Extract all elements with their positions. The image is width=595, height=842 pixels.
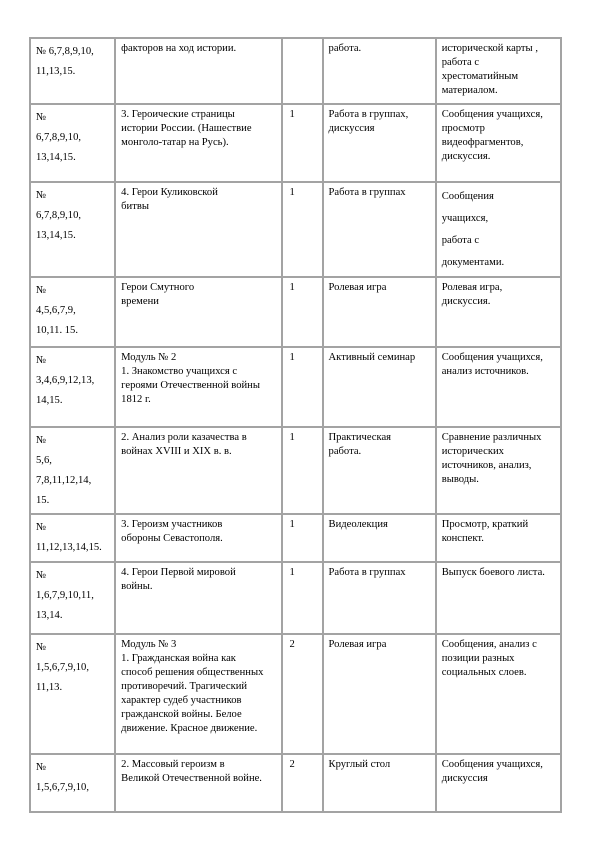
hours-value: 1 xyxy=(289,187,295,198)
standards-line: № xyxy=(36,112,47,123)
topic-line: противоречий. Трагический xyxy=(121,681,248,692)
lesson-form-line: Ролевая игра xyxy=(328,282,387,293)
lesson-form-line: работа. xyxy=(328,446,362,457)
lesson-form-line: Круглый стол xyxy=(328,759,391,770)
topic-line: гражданской войны. Белое xyxy=(121,709,242,720)
activity-cell xyxy=(436,562,561,634)
topic-cell xyxy=(115,38,282,104)
table-row xyxy=(30,427,561,514)
standards-line: 1,6,7,9,10,11, xyxy=(36,590,94,601)
standards-line: № xyxy=(36,570,47,581)
topic-line: времени xyxy=(121,296,159,307)
lesson-form-line: Активный семинар xyxy=(328,352,416,363)
lesson-form-line: дискуссия xyxy=(328,123,375,134)
activity-line: видеофрагментов, xyxy=(441,137,524,148)
table-row xyxy=(30,514,561,562)
topic-line: битвы xyxy=(121,201,149,212)
activity-cell xyxy=(436,634,561,754)
topic-line: войнах XVIII и XIX в. в. xyxy=(121,446,232,457)
hours-cell xyxy=(282,514,322,562)
standards-cell xyxy=(30,38,115,104)
standards-line: 11,12,13,14,15. xyxy=(36,542,102,553)
activity-cell xyxy=(436,427,561,514)
activity-cell xyxy=(436,38,561,104)
activity-cell xyxy=(436,514,561,562)
topic-line: войны. xyxy=(121,581,153,592)
lesson-form-line: работа. xyxy=(328,43,362,54)
activity-line: Сообщения xyxy=(441,191,494,202)
topic-line: монголо-татар на Русь). xyxy=(121,137,229,148)
topic-line: 2. Анализ роли казачества в xyxy=(121,432,247,443)
table-row xyxy=(30,104,561,182)
table-row xyxy=(30,562,561,634)
activity-line: Сообщения учащихся, xyxy=(441,109,543,120)
lesson-form-cell xyxy=(323,562,436,634)
hours-cell xyxy=(282,277,322,347)
topic-line: обороны Севастополя. xyxy=(121,533,223,544)
standards-line: № xyxy=(36,190,47,201)
hours-value: 1 xyxy=(289,282,295,293)
standards-line: 15. xyxy=(36,495,50,506)
standards-line: 13,14,15. xyxy=(36,230,76,241)
topic-line: 2. Массовый героизм в xyxy=(121,759,225,770)
hours-cell xyxy=(282,104,322,182)
hours-value: 1 xyxy=(289,352,295,363)
activity-line: Выпуск боевого листа. xyxy=(441,567,545,578)
hours-cell xyxy=(282,427,322,514)
standards-cell xyxy=(30,182,115,277)
topic-line: 4. Герои Куликовской xyxy=(121,187,218,198)
activity-line: источников, анализ, xyxy=(441,460,532,471)
standards-cell xyxy=(30,754,115,812)
lesson-form-cell xyxy=(323,427,436,514)
document-page xyxy=(29,37,562,813)
hours-cell xyxy=(282,634,322,754)
hours-value: 1 xyxy=(289,567,295,578)
standards-cell xyxy=(30,347,115,427)
activity-line: работа с xyxy=(441,57,480,68)
activity-line: позиции разных xyxy=(441,653,515,664)
table-row xyxy=(30,182,561,277)
hours-value: 1 xyxy=(289,432,295,443)
activity-line: исторической карты , xyxy=(441,43,538,54)
table-row xyxy=(30,754,561,812)
topic-line: способ решения общественных xyxy=(121,667,264,678)
standards-cell xyxy=(30,104,115,182)
table-row xyxy=(30,38,561,104)
lesson-form-cell xyxy=(323,347,436,427)
standards-line: 11,13. xyxy=(36,682,63,693)
lesson-form-line: Работа в группах xyxy=(328,567,406,578)
activity-line: дискуссия. xyxy=(441,151,491,162)
lesson-form-line: Работа в группах xyxy=(328,187,406,198)
activity-line: Сравнение различных xyxy=(441,432,542,443)
standards-line: 3,4,6,9,12,13, xyxy=(36,375,95,386)
topic-line: истории России. (Нашествие xyxy=(121,123,252,134)
activity-line: Просмотр, краткий xyxy=(441,519,529,530)
standards-line: 7,8,11,12,14, xyxy=(36,475,92,486)
activity-line: просмотр xyxy=(441,123,485,134)
standards-line: 1,5,6,7,9,10, xyxy=(36,782,89,793)
standards-line: № xyxy=(36,355,47,366)
hours-value: 1 xyxy=(289,519,295,530)
lesson-form-cell xyxy=(323,104,436,182)
standards-line: 1,5,6,7,9,10, xyxy=(36,662,89,673)
activity-line: анализ источников. xyxy=(441,366,529,377)
lesson-form-cell xyxy=(323,38,436,104)
activity-line: Сообщения, анализ с xyxy=(441,639,537,650)
topic-cell xyxy=(115,347,282,427)
topic-line: 4. Герои Первой мировой xyxy=(121,567,236,578)
lesson-form-line: Работа в группах, xyxy=(328,109,409,120)
lesson-plan-table xyxy=(29,37,562,813)
topic-cell xyxy=(115,514,282,562)
table-row xyxy=(30,277,561,347)
standards-line: 11,13,15. xyxy=(36,66,76,77)
hours-cell xyxy=(282,182,322,277)
topic-line: 1. Гражданская война как xyxy=(121,653,236,664)
hours-cell xyxy=(282,38,322,104)
topic-cell xyxy=(115,634,282,754)
standards-line: 6,7,8,9,10, xyxy=(36,210,82,221)
standards-line: 5,6, xyxy=(36,455,52,466)
table-row xyxy=(30,347,561,427)
activity-cell xyxy=(436,104,561,182)
standards-line: 13,14. xyxy=(36,610,63,621)
standards-cell xyxy=(30,634,115,754)
hours-cell xyxy=(282,347,322,427)
lesson-form-cell xyxy=(323,634,436,754)
hours-cell xyxy=(282,562,322,634)
lesson-form-line: Видеолекция xyxy=(328,519,388,530)
standards-line: № 6,7,8,9,10, xyxy=(36,46,94,57)
activity-cell xyxy=(436,182,561,277)
hours-value: 2 xyxy=(289,639,295,650)
topic-line: 1812 г. xyxy=(121,394,151,405)
topic-line: факторов на ход истории. xyxy=(121,43,237,54)
lesson-form-line: Практическая xyxy=(328,432,392,443)
standards-line: 14,15. xyxy=(36,395,63,406)
activity-line: Сообщения учащихся, xyxy=(441,759,543,770)
topic-line: характер судеб участников xyxy=(121,695,242,706)
topic-cell xyxy=(115,562,282,634)
topic-line: Великой Отечественной войне. xyxy=(121,773,262,784)
activity-line: дискуссия. xyxy=(441,296,491,307)
standards-cell xyxy=(30,277,115,347)
activity-line: учащихся, xyxy=(441,213,489,224)
activity-line: конспект. xyxy=(441,533,484,544)
topic-cell xyxy=(115,277,282,347)
activity-cell xyxy=(436,347,561,427)
activity-line: социальных слоев. xyxy=(441,667,527,678)
activity-line: хрестоматийным xyxy=(441,71,519,82)
lesson-form-cell xyxy=(323,754,436,812)
topic-line: Герои Смутного xyxy=(121,282,195,293)
standards-line: № xyxy=(36,285,47,296)
topic-line: движение. Красное движение. xyxy=(121,723,258,734)
standards-line: № xyxy=(36,522,47,533)
hours-value: 1 xyxy=(289,109,295,120)
standards-line: № xyxy=(36,435,47,446)
activity-line: исторических xyxy=(441,446,504,457)
topic-cell xyxy=(115,182,282,277)
topic-line: 3. Героизм участников xyxy=(121,519,223,530)
hours-value: 2 xyxy=(289,759,295,770)
lesson-form-cell xyxy=(323,277,436,347)
standards-cell xyxy=(30,514,115,562)
lesson-form-cell xyxy=(323,514,436,562)
activity-line: Сообщения учащихся, xyxy=(441,352,543,363)
topic-line: 3. Героические страницы xyxy=(121,109,235,120)
activity-line: материалом. xyxy=(441,85,498,96)
topic-line: 1. Знакомство учащихся с xyxy=(121,366,238,377)
activity-cell xyxy=(436,277,561,347)
activity-line: работа с xyxy=(441,235,480,246)
standards-line: 10,11. 15. xyxy=(36,325,78,336)
hours-cell xyxy=(282,754,322,812)
activity-line: дискуссия xyxy=(441,773,488,784)
activity-line: документами. xyxy=(441,257,505,268)
standards-line: № xyxy=(36,642,47,653)
topic-line: Модуль № 2 xyxy=(121,352,177,363)
lesson-form-cell xyxy=(323,182,436,277)
table-body xyxy=(30,38,561,812)
standards-cell xyxy=(30,427,115,514)
standards-line: 13,14,15. xyxy=(36,152,76,163)
topic-line: Модуль № 3 xyxy=(121,639,177,650)
activity-cell xyxy=(436,754,561,812)
topic-cell xyxy=(115,754,282,812)
activity-line: выводы. xyxy=(441,474,479,485)
lesson-form-line: Ролевая игра xyxy=(328,639,387,650)
topic-cell xyxy=(115,104,282,182)
standards-line: 6,7,8,9,10, xyxy=(36,132,82,143)
topic-cell xyxy=(115,427,282,514)
standards-cell xyxy=(30,562,115,634)
table-row xyxy=(30,634,561,754)
standards-line: № xyxy=(36,762,47,773)
standards-line: 4,5,6,7,9, xyxy=(36,305,76,316)
activity-line: Ролевая игра, xyxy=(441,282,503,293)
topic-line: героями Отечественной войны xyxy=(121,380,260,391)
